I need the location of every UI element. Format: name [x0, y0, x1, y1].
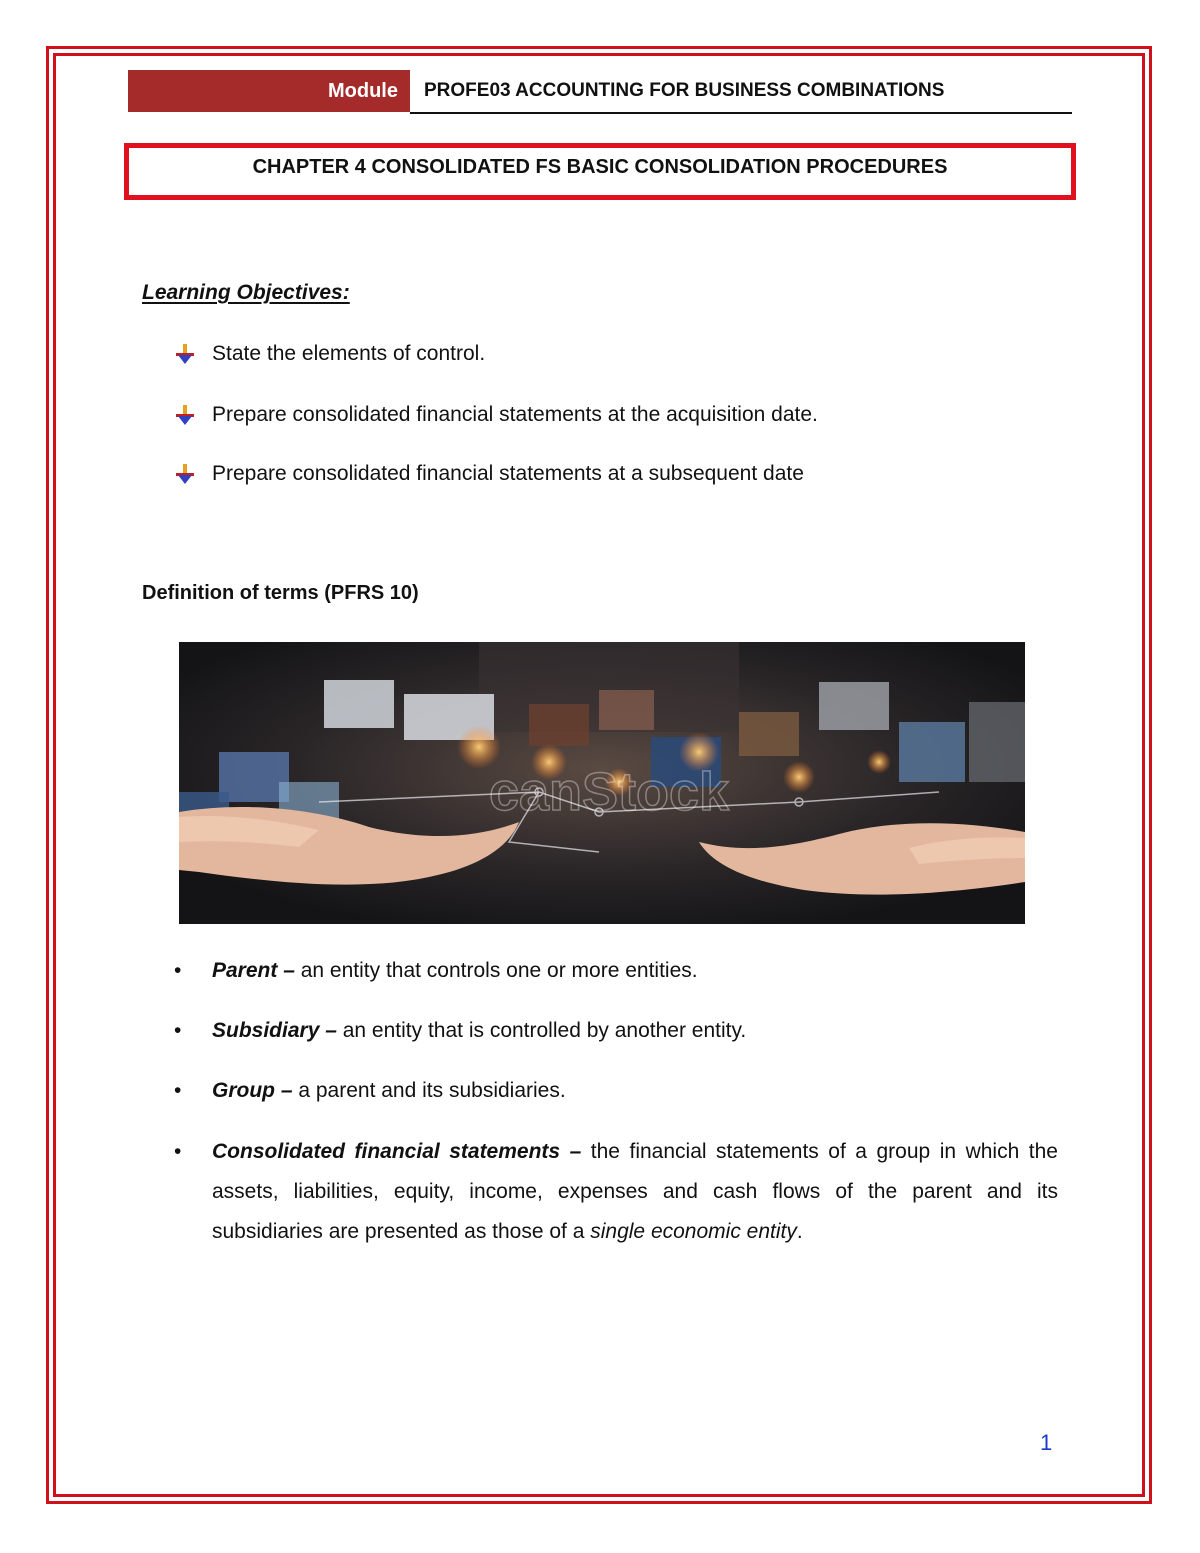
definition-term: Consolidated financial statements — [212, 1140, 561, 1163]
definition-term: Group — [212, 1079, 275, 1102]
definition-item — [174, 1071, 1058, 1111]
objective-text: State the elements of control. — [212, 342, 486, 365]
hands-technology-image — [179, 642, 1025, 924]
bullet: • — [174, 1140, 182, 1163]
objective-text: Prepare consolidated financial statements at a subsequent date — [212, 462, 804, 485]
chapter-title: CHAPTER 4 CONSOLIDATED FS BASIC CONSOLIDATION PROCEDURES — [124, 143, 1076, 200]
page-number: 1 — [1040, 1430, 1053, 1455]
definition-emphasis: single economic entity — [590, 1220, 797, 1243]
bullet: • — [174, 1079, 182, 1102]
definition-dash: – — [560, 1140, 591, 1163]
definition-term: Parent — [212, 959, 278, 982]
bullet: • — [174, 1019, 182, 1042]
definition-term: Subsidiary — [212, 1019, 320, 1042]
definition-dash: – — [275, 1079, 299, 1102]
down-arrow-bullet-icon — [174, 343, 196, 365]
learning-objectives-heading: Learning Objectives: — [142, 281, 350, 304]
definition-text: an entity that is controlled by another entity. — [342, 1019, 747, 1042]
definition-item — [174, 1132, 1058, 1252]
definition-text: a parent and its subsidiaries. — [298, 1079, 566, 1102]
definition-item — [174, 951, 1058, 991]
definitions-heading: Definition of terms (PFRS 10) — [142, 582, 419, 604]
definition-dash: – — [319, 1019, 343, 1042]
objective-text: Prepare consolidated financial statements at the acquisition date. — [212, 403, 818, 426]
definition-item — [174, 1011, 1058, 1051]
down-arrow-bullet-icon — [174, 404, 196, 426]
definition-text: the financial statements of a group in which the assets, liabilities, equity, income, expenses and cash flows of the parent and its subsidiaries are presented as those of a — [212, 1140, 1058, 1243]
module-label: Module — [128, 70, 410, 112]
down-arrow-bullet-icon — [174, 463, 196, 485]
definition-dash: – — [277, 959, 301, 982]
module-header — [128, 70, 1072, 114]
header-divider — [410, 112, 1072, 114]
bullet: • — [174, 959, 182, 982]
definition-text: an entity that controls one or more entities. — [300, 959, 698, 982]
module-title: PROFE03 ACCOUNTING FOR BUSINESS COMBINATIONS — [424, 80, 945, 101]
objective-item — [174, 400, 818, 430]
objective-item — [174, 459, 804, 489]
objective-item — [174, 339, 485, 369]
watermark-text: canStock — [488, 762, 730, 822]
definition-end: . — [796, 1220, 803, 1243]
